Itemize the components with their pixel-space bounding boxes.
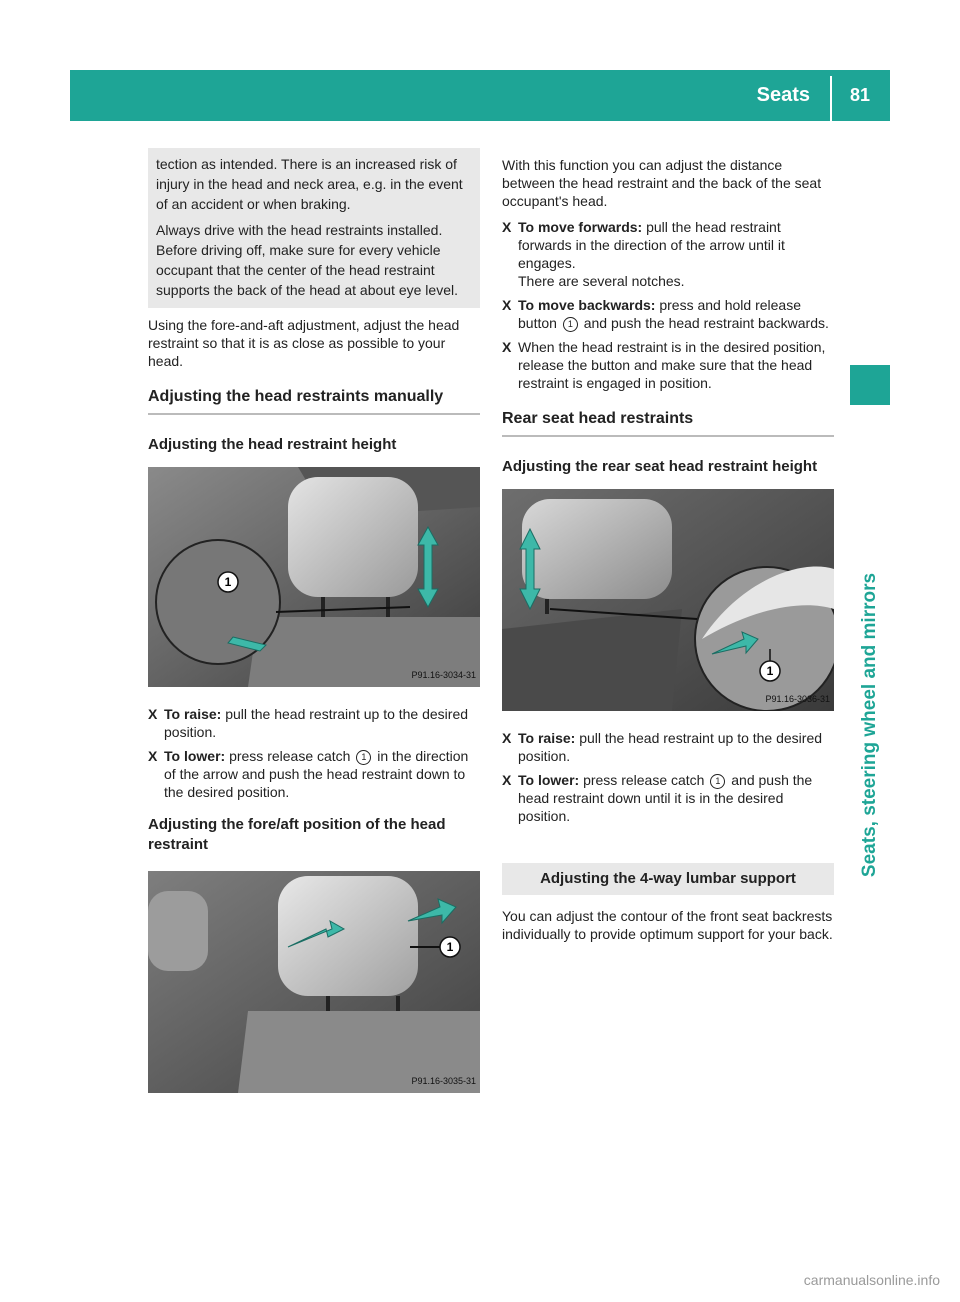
head-restraint-shape	[288, 477, 418, 597]
step-label: To lower:	[518, 772, 580, 788]
chapter-tab-marker	[850, 365, 890, 405]
step-move-backwards	[502, 296, 834, 332]
figure1-code: P91.16-3034-31	[411, 670, 476, 680]
step-text: When the head restraint is in the desired position, release the button and make sure that the head restraint is engaged in position.	[518, 339, 826, 391]
warning-box	[148, 148, 480, 308]
lumbar-heading: Adjusting the 4-way lumbar support	[502, 863, 834, 895]
head-restraint-shape	[522, 499, 672, 599]
chapter-tab	[850, 420, 890, 1030]
warning-text-1: tection as intended. There is an increased risk of injury in the head and neck area, e.g. in the event of an accident or when braking.	[156, 156, 463, 212]
step-move-forwards	[502, 218, 834, 290]
step-marker: X	[502, 772, 512, 788]
figure3-code: P91.16-3036-31	[765, 694, 830, 704]
step-rear-raise	[502, 729, 834, 765]
step-label: To raise:	[164, 706, 222, 722]
step-text: press release catch	[579, 772, 709, 788]
step-rear-lower	[502, 771, 834, 825]
rear-heading: Rear seat head restraints	[502, 410, 834, 437]
step-marker: X	[502, 339, 512, 355]
step-text: and push the head restraint backwards.	[579, 315, 829, 331]
chapter-tab-label: Seats, steering wheel and mirrors	[859, 572, 880, 878]
section-heading: Adjusting the head restraints manually	[148, 388, 480, 415]
left-column	[148, 148, 480, 1111]
step-label: To move forwards:	[518, 219, 643, 235]
step-marker: X	[502, 297, 512, 313]
foreaft-heading: Adjusting the fore/aft position of the head restraint	[148, 816, 446, 853]
lumbar-paragraph: You can adjust the contour of the front seat backrests individually to provide optimum support for your back.	[502, 908, 833, 942]
step-text: press and hold release button	[518, 297, 801, 331]
step-text: press release catch	[225, 748, 355, 764]
step-label: To move backwards:	[518, 297, 656, 313]
step-marker: X	[502, 730, 512, 746]
right-column	[502, 156, 834, 951]
chapter-title: Seats	[756, 84, 810, 106]
step-note: There are several notches.	[518, 273, 685, 289]
rear-height-heading: Adjusting the rear seat head restraint height	[502, 458, 818, 475]
step-text: in the direction of the arrow and push the head restraint down to the desired position.	[164, 748, 469, 800]
step-text: pull the head restraint up to the desired position.	[518, 730, 823, 764]
step-raise	[148, 705, 480, 741]
footer-site: carmanualsonline.info	[803, 1272, 940, 1288]
step-lower	[148, 747, 480, 801]
figure-rear-head-restraint	[502, 489, 834, 711]
head-restraint-shape	[278, 876, 418, 996]
callout-1-icon: 1	[710, 774, 725, 789]
callout-1-icon: 1	[356, 750, 371, 765]
step-label: To lower:	[164, 748, 226, 764]
figure-head-restraint-height	[148, 467, 480, 687]
figure-head-restraint-foreaft	[148, 871, 480, 1093]
height-heading: Adjusting the head restraint height	[148, 436, 397, 453]
intro-paragraph: Using the fore-and-aft adjustment, adjust the head restraint so that it is as close as possible to your head.	[148, 317, 460, 369]
header-divider	[830, 76, 832, 121]
figure2-code: P91.16-3035-31	[411, 1076, 476, 1086]
step-marker: X	[502, 219, 512, 235]
step-text: and push the head restraint down until it is in the desired position.	[518, 772, 813, 824]
step-release	[502, 338, 834, 392]
figure1-callout: 1	[224, 575, 232, 589]
warning-text-2: Always drive with the head restraints installed. Before driving off, make sure for every vehicle occupant that the center of the head restraint supports the back of the head at about eye level.	[156, 222, 458, 298]
step-marker: X	[148, 706, 158, 722]
page-header	[70, 70, 890, 121]
page-number: 81	[849, 85, 870, 105]
right-intro: With this function you can adjust the distance between the head restraint and the back of the seat occupant's head.	[502, 157, 822, 209]
step-label: To raise:	[518, 730, 576, 746]
step-text: pull the head restraint up to the desired position.	[164, 706, 469, 740]
callout-1-icon: 1	[563, 317, 578, 332]
figure3-callout: 1	[766, 664, 774, 678]
step-marker: X	[148, 748, 158, 764]
step-text: pull the head restraint forwards in the direction of the arrow until it engages.	[518, 219, 785, 271]
figure2-callout: 1	[446, 940, 454, 954]
